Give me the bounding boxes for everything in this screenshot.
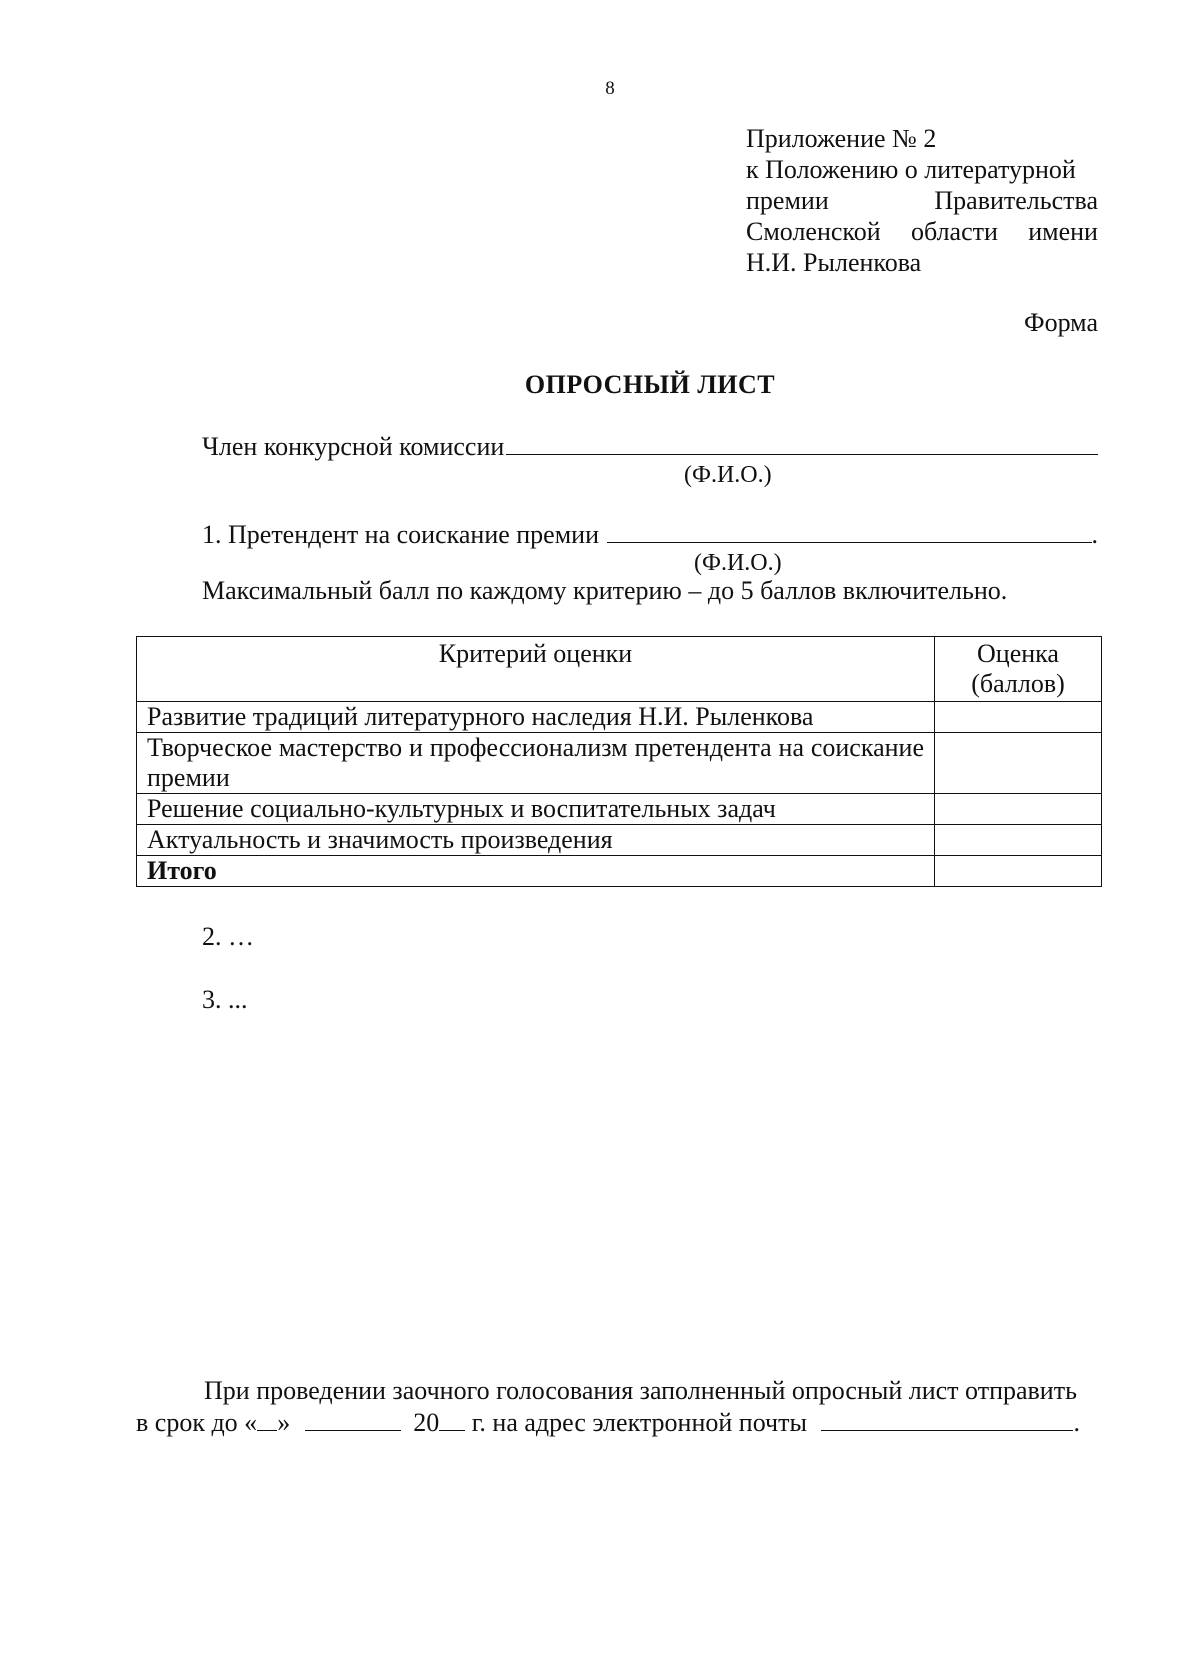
item-3: 3. ... — [202, 985, 248, 1014]
header-score-line-2: (баллов) — [971, 669, 1065, 698]
appendix-line-4-mid: области — [910, 217, 998, 246]
document-title: ОПРОСНЫЙ ЛИСТ — [524, 370, 776, 399]
candidate-name-field[interactable] — [607, 520, 1091, 543]
table-row — [137, 702, 1102, 733]
criterion-cell: Актуальность и значимость произведения — [137, 825, 935, 856]
appendix-line-2: к Положению о литературной — [746, 155, 1076, 184]
footer-quote-close: » — [277, 1408, 291, 1437]
footer-line-1-text: При проведении заочного голосования заполненный опросный лист отправить — [204, 1376, 1077, 1405]
appendix-line-1: Приложение № 2 — [746, 124, 937, 153]
email-address-field[interactable] — [821, 1408, 1073, 1431]
item-2: 2. … — [202, 922, 254, 951]
deadline-year-field[interactable] — [439, 1408, 465, 1431]
appendix-line-3 — [746, 185, 1098, 216]
max-score-note: Максимальный балл по каждому критерию – до 5 баллов включительно. — [202, 576, 1008, 605]
appendix-line-4 — [746, 216, 1098, 247]
total-score-cell[interactable] — [935, 856, 1102, 887]
score-cell[interactable] — [935, 825, 1102, 856]
table-row — [137, 825, 1102, 856]
criterion-cell: Творческое мастерство и профессионализм претендента на соискание премии — [137, 733, 935, 794]
candidate-line-end: . — [1091, 520, 1098, 549]
table-row — [137, 794, 1102, 825]
footer-instructions — [136, 1375, 1102, 1439]
candidate-caption: (Ф.И.О.) — [694, 550, 782, 576]
total-label-cell: Итого — [137, 856, 935, 887]
page-number: 8 — [605, 78, 615, 99]
criterion-cell: Развитие традиций литературного наследия Н.И. Рыленкова — [137, 702, 935, 733]
table-header-row — [137, 637, 1102, 702]
score-cell[interactable] — [935, 794, 1102, 825]
commission-member-caption: (Ф.И.О.) — [684, 462, 772, 488]
commission-member-line — [202, 432, 1098, 462]
candidate-label: 1. Претендент на соискание премии — [202, 520, 600, 549]
appendix-line-4-left: Смоленской — [746, 217, 881, 246]
commission-member-name-field[interactable] — [506, 432, 1098, 455]
appendix-line-4-right: имени — [1028, 217, 1098, 246]
commission-member-label: Член конкурсной комиссии — [202, 432, 505, 461]
appendix-line-3-right: Правительства — [934, 186, 1098, 215]
deadline-month-field[interactable] — [305, 1408, 401, 1431]
candidate-line — [202, 520, 1098, 550]
footer-deadline-prefix: в срок до « — [136, 1408, 258, 1437]
header-score — [935, 637, 1102, 702]
appendix-line-3-left: премии — [746, 186, 829, 215]
form-label: Форма — [1024, 308, 1098, 337]
deadline-day-field[interactable] — [257, 1408, 277, 1431]
footer-line-end: . — [1073, 1408, 1080, 1437]
footer-line-2 — [136, 1407, 1102, 1439]
table-total-row — [137, 856, 1102, 887]
score-cell[interactable] — [935, 702, 1102, 733]
footer-line-1 — [136, 1375, 1102, 1407]
criteria-table — [136, 636, 1102, 887]
score-cell[interactable] — [935, 733, 1102, 794]
footer-email-label: г. на адрес электронной почты — [471, 1408, 807, 1437]
header-criterion: Критерий оценки — [137, 637, 935, 702]
appendix-line-5: Н.И. Рыленкова — [746, 248, 922, 277]
footer-year-prefix: 20 — [413, 1408, 440, 1437]
appendix-header — [746, 123, 1098, 278]
criterion-cell: Решение социально-культурных и воспитательных задач — [137, 794, 935, 825]
table-row — [137, 733, 1102, 794]
header-score-line-1: Оценка — [977, 639, 1059, 668]
